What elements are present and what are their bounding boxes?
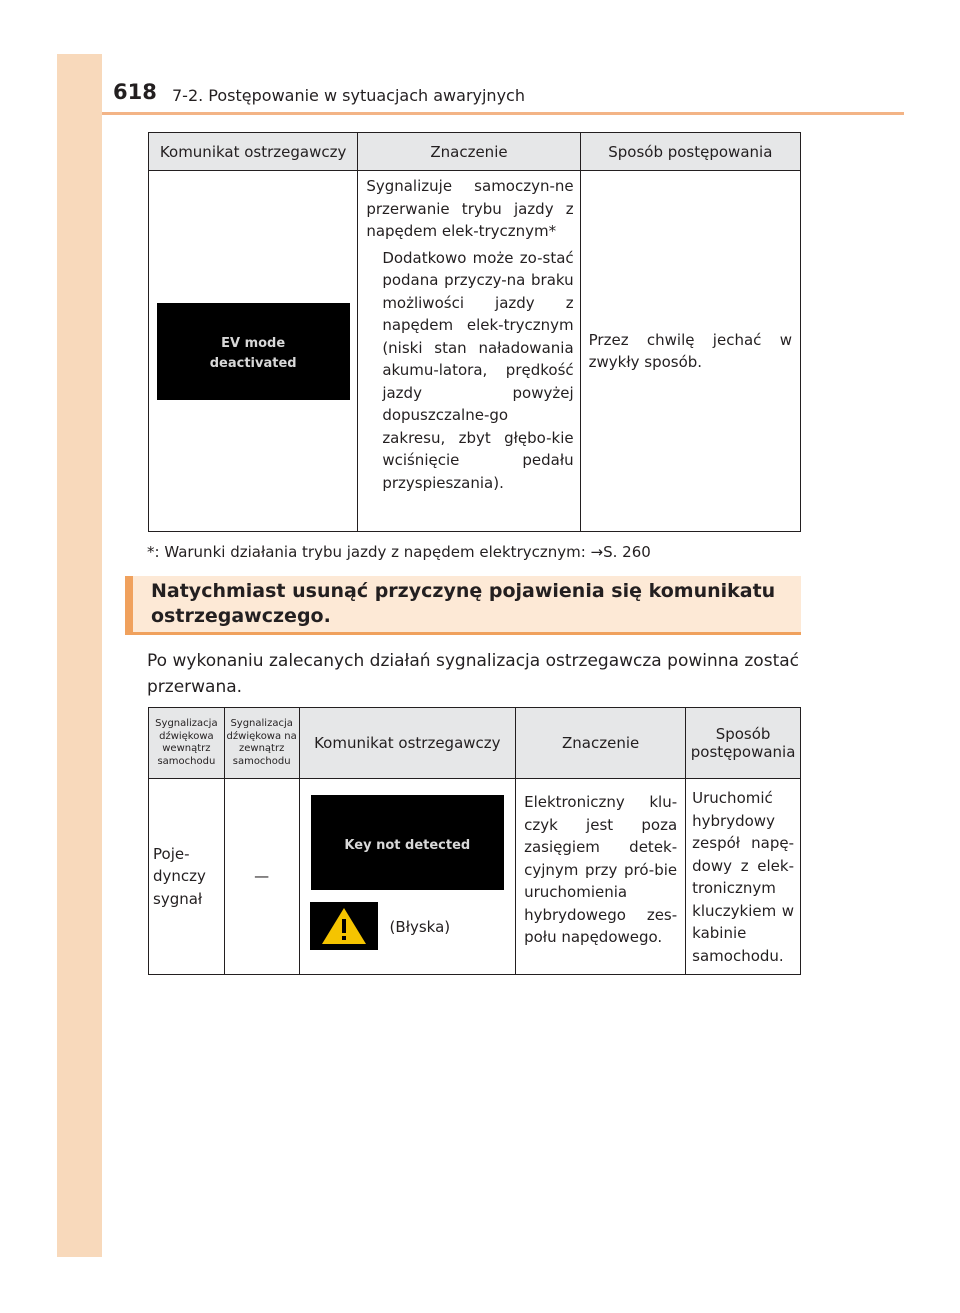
banner-text: Natychmiast usunąć przyczynę pojawienia się komunikatu ostrzegawczego. (151, 580, 776, 627)
flash-label: (Błyska) (389, 918, 451, 936)
message-cell (149, 171, 358, 532)
ev-mode-screen (157, 303, 350, 400)
column-header-meaning: Znaczenie (358, 133, 580, 171)
warning-table-2 (148, 707, 801, 975)
column-header-message: Komunikat ostrzegawczy (149, 133, 358, 171)
page-sidebar-band (57, 54, 102, 1257)
instruction-banner (125, 576, 801, 632)
body-paragraph: Po wykonaniu zalecanych działań sygnalizacja ostrzegawcza powinna zostać przerwana. (147, 651, 799, 697)
key-not-detected-screen (311, 795, 504, 890)
warning-indicator-row (310, 902, 516, 950)
message-cell (299, 779, 516, 975)
outside-buzzer-cell (224, 779, 299, 975)
column-header-inside-buzzer: Sygnalizacja dźwiękowa wewnątrz samochodu (149, 708, 225, 779)
inside-buzzer-text: Poje-dynczy sygnał (153, 844, 206, 908)
header-rule (102, 112, 904, 115)
column-header-meaning: Znaczenie (516, 708, 686, 779)
warning-icon (310, 902, 378, 950)
section-title: 7-2. Postępowanie w sytuacjach awaryjnych (172, 86, 525, 105)
action-cell (580, 171, 800, 532)
column-header-outside-buzzer: Sygnalizacja dźwiękowa na zewnątrz samochodu (224, 708, 299, 779)
banner-underline (125, 632, 801, 635)
action-cell (686, 779, 801, 975)
screen-line-1: EV mode (221, 335, 286, 351)
meaning-cell (516, 779, 686, 975)
column-header-action: Sposób postępowania (580, 133, 800, 171)
action-text: Przez chwilę jechać w zwykły sposób. (588, 330, 792, 371)
inside-buzzer-cell (149, 779, 225, 975)
page-number: 618 (113, 80, 157, 104)
screen-text: Key not detected (344, 838, 471, 853)
screen-line-2: deactivated (209, 355, 297, 371)
action-text: Uruchomić hybrydowy zespół napę-dowy z elek-tronicznym kluczykiem w kabinie samochodu. (692, 789, 794, 965)
column-header-action: Sposób postępowania (686, 708, 801, 779)
meaning-text: Elektroniczny klu-czyk jest poza zasięgiem detek-cyjnym przy pró-bie uruchomienia hybrydowego zes-połu napędowego. (524, 793, 678, 946)
footnote: *: Warunki działania trybu jazdy z napędem elektrycznym: →S. 260 (147, 543, 651, 561)
column-header-message: Komunikat ostrzegawczy (299, 708, 516, 779)
meaning-main: Sygnalizuje samoczyn-ne przerwanie trybu jazdy z napędem elek-trycznym* (366, 177, 574, 240)
outside-buzzer-text: — (254, 867, 270, 886)
meaning-cell (358, 171, 580, 532)
meaning-detail: Dodatkowo może zo-stać podana przyczy-na braku możliwości jazdy z napędem elek-trycznym (niski stan naładowania akumu-latora, prędkość jazdy powyżej dopuszczalne-go zakresu, zbyt głębo-kie wciśnięcie pedału przyspieszania). (382, 248, 574, 492)
warning-table-1 (148, 132, 801, 532)
